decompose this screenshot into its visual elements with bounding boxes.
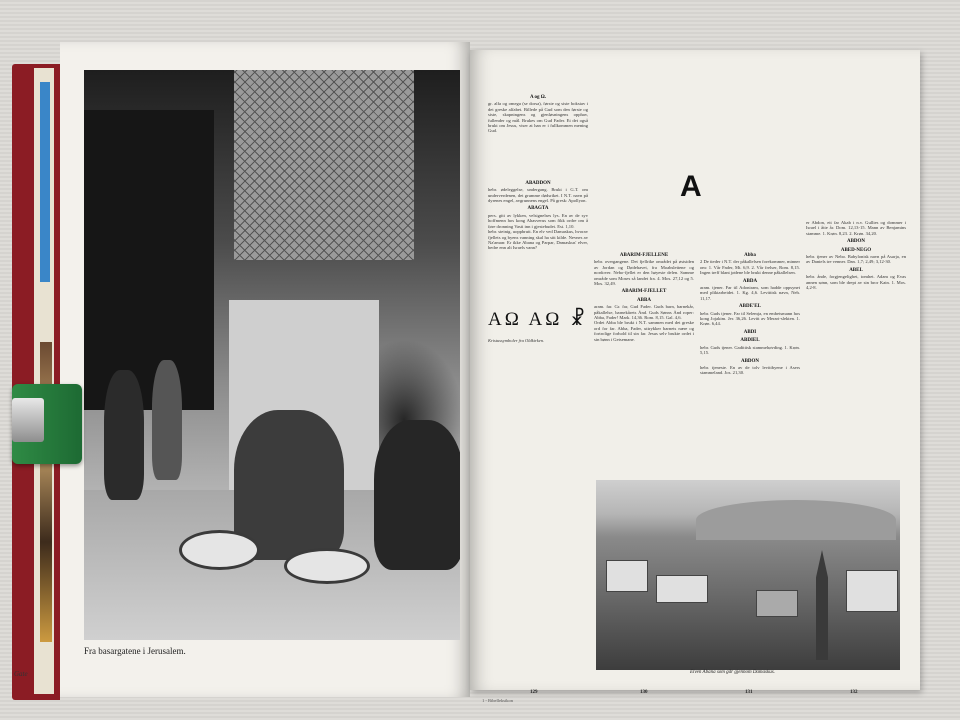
right-page [470,50,920,703]
entry-text: er Abdon, eit far Akab i n.v. Gullies og dommer i Israel i åtte år. Dom. 12,13-15. Mann av Benjamins stamme. 1. Krøn. 8,23. 2. Krøn. 34,20. [806,220,906,236]
entry-text: 2 De tieder i N.T. der påkallelsen forekommer, minner om: 1. Vår Fader, Mt. 6,9. 2. Vår frelser, Rom. 8,15. Ingen treff blant jødene ble brukt denne påkallelsen. [700,259,800,276]
entry-text: hebr. Guds tjener. Gadittisk stammehøvding. 1. Krøn. 5,15. [700,344,800,356]
entry-text: aram. tjener. Far til Adoniram, som hadde oppsynet med pliktarbeidet. 1. Kg. 4,6. Levittisk navn, Neh. 11,17. [700,285,800,301]
mountain [696,500,896,540]
headword: ABADDON [525,180,551,186]
symbols-caption: Kristussymboler fra Oldkirken. [488,338,545,343]
page-number: 131 [745,690,753,695]
photo-caption: Fra basargatene i Jerusalem. [84,646,186,656]
headword: ABED-NEGO [840,247,872,253]
grain-bowl-2 [284,548,370,584]
headword: ABARIM-FJELLET [621,289,667,295]
seated-woman-figure-2 [374,420,460,570]
dark-doorway [84,110,214,410]
column-3 [700,250,800,470]
edge-label: Gate [14,670,28,678]
page-number: 129 [530,690,538,695]
section-letter: A [680,170,702,203]
entry-text: hebr. tjeneste. En av de tolv levittbyene i Asers stammeland. Jos. 21,30. [700,364,800,376]
wire-net-window [234,70,414,260]
bazaar-photo [84,70,460,640]
entry-text: hebr. Guds tjener. Far til Selemja, en embetsmann hos kong Jojakim. Jer. 36,26. Levitt av Merari-slekten. 1. Krøn. 6,44. [700,310,800,327]
entry-text: hebr. steinig, uoppbrutt. En elv ved Damaskus, hvorav fjellets og byens vanning skal ha sitt kilde. Nevnes av Na'aman: Er ikke Abana og Parpar, Damaskus' elver, bedre enn alt Israels vann? [488,229,588,251]
grain-bowl [179,530,260,570]
page-number: 130 [640,690,648,695]
building [756,590,798,617]
clip-metal [12,398,44,442]
minaret [816,550,828,660]
blue-bookmark [40,82,50,282]
column-4 [806,220,906,440]
left-page [60,42,470,697]
entry-text: gr. alfa og omega (se dorsa), første og siste bokstav i det greske alfabet. Billede på Gud som den første og siste, skapningens og gjenløsningens opphav, fullender og mål. Brukes om Gud Fader. Et det også brukt om Jesus, viser at han er i fullkommen mening Gud. [488,101,588,134]
footer: 1 - Bibelleksikon [482,698,513,703]
page-number: 132 [850,690,858,695]
entry-text: pers. gitt av lykken, velsignelses lys. En av de syv hoffmenn hos kong Ahasverus som fikk ordre om å føre dronning Vasti inn i gjestebudet. Est. 1,10. [488,212,588,229]
headword: ABDA [742,278,758,284]
green-book-clip[interactable] [12,384,82,464]
headword: ABDON [740,358,760,364]
headword: ABDIEL [740,338,760,344]
child-figure [104,370,144,500]
child-figure-2 [152,360,182,480]
headword: ABDON [846,239,866,245]
headword: ABDE'EL [739,304,761,310]
damascus-caption: Elven Abana som går gjennom Damaskus. [690,670,775,675]
christ-symbols: ΑΩ ΑΩ ☧ [488,309,589,330]
open-book [12,42,932,703]
headword: A og Ω. [529,95,547,100]
entry-text: hebr. tjener av Nebo. Babylonisk navn på Asarja, en av Daniels tre venner. Dan. 1,7; 2,49; 3,12-30. [806,254,906,265]
headword: ABARIM-FJELLENE [619,253,669,258]
entry-text: Ordet Abba ble brukt i N.T. sammen med det greske ord for far. Abba, Fader, uttrykker barnets nære og fortrolige forhold til sin far. Jesus selv brukte ordet i sin bønn i Getsemane. [594,320,694,342]
building [606,560,648,592]
headword: Abba [744,253,756,258]
building [846,570,898,612]
entry-text: hebr. ånde, forgjengelighet, tomhet. Adam og Evas annen sønn, som ble drept av sin bror Kain. 1. Mos. 4,2-8. [806,274,906,291]
column-1 [488,92,588,482]
entry-text: hebr. overgangene. Det fjellrike området på østsiden av Jordan og Dødehavet, fra Moabslettene og nordover. Nebo-fjellet er den høyeste delen. Samme område som Moses så landet fra. 4. Mos. 27,12 og 5. Mos. 32,49. [594,259,694,287]
symbol-spacer [488,134,588,178]
entry-text: hebr. ødeleggelse, undergang. Brukt i G.T. om underverdenen, det grumme dødsriket. I N.T. navn på dyrenes engel, avgrunnens engel. På gresk: Apollyon. [488,187,588,204]
entry-text: aram. far. Gr. far, Gud Fader. Guds barn, barnekår, påkallelse, barnekårets Ånd. Guds Sønns Ånd roper: Abba, Fader! Mark. 14,36. Rom. 8,15. Gal. 4,6. [594,304,694,321]
headword: ABBA [637,297,651,303]
headword: ABDI [743,329,757,335]
headword: ABAGTA [527,206,549,212]
damascus-photo [596,480,900,670]
headword: ABEL [849,267,863,273]
building [656,575,708,603]
